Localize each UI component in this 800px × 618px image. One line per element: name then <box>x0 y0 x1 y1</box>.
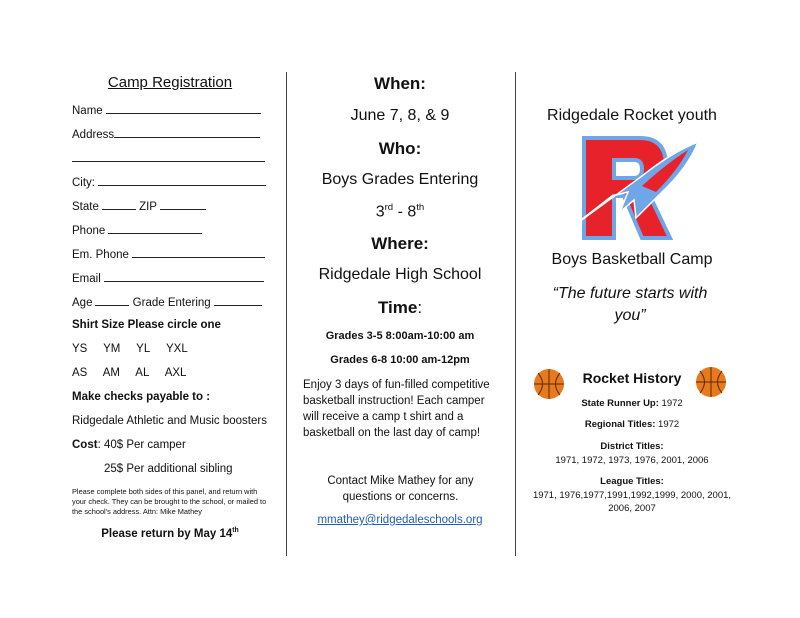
grade-from: 3 <box>375 203 385 221</box>
sibling-cost: 25$ Per additional sibling <box>104 463 233 475</box>
regional-label: Regional Titles: <box>584 419 656 430</box>
state-value: 1972 <box>658 398 683 409</box>
address-line-2[interactable] <box>72 151 265 165</box>
cover-title: Ridgedale Rocket youth <box>547 107 717 124</box>
grade-from-sup: rd <box>384 202 394 213</box>
cost-label: Cost <box>72 439 98 451</box>
registration-title: Camp Registration <box>107 74 233 91</box>
rocket-logo <box>562 134 702 242</box>
when-value: June 7, 8, & 9 <box>350 107 450 124</box>
zip-label: ZIP <box>139 201 157 213</box>
regional-value: 1972 <box>655 419 680 430</box>
email-link[interactable]: mmathey@ridgedaleschools.org <box>317 514 483 526</box>
age-grade-field[interactable] <box>72 295 262 309</box>
time-heading <box>292 298 508 318</box>
regional-titles <box>522 419 742 430</box>
phone-label: Phone <box>72 225 106 237</box>
description: Enjoy 3 days of fun-filled competitive basketball instruction! Each camper will receive a camp t shirt and a basketball on the last day of camp! <box>303 379 490 439</box>
return-by-text: Please return by May 14 <box>101 527 233 540</box>
return-by <box>60 527 280 540</box>
who-heading: Who: <box>378 139 422 158</box>
cover-subtitle: Boys Basketball Camp <box>551 251 713 268</box>
size-option[interactable]: AM <box>102 367 120 379</box>
address-label: Address <box>72 129 115 141</box>
name-label: Name <box>72 105 103 117</box>
where-heading: Where: <box>371 234 429 253</box>
grade-to: - 8 <box>393 203 417 221</box>
checks-heading: Make checks payable to : <box>72 391 211 403</box>
league-value: 1971, 1976,1977,1991,1992,1999, 2000, 2001, 2006, 2007 <box>532 490 732 514</box>
state-label: State <box>72 201 99 213</box>
grade-range <box>292 202 508 221</box>
when-heading: When: <box>374 74 426 93</box>
size-option[interactable]: YL <box>136 343 151 355</box>
return-by-sup: th <box>232 527 239 534</box>
age-label: Age <box>72 297 93 309</box>
email-label: Email <box>72 273 101 285</box>
state-label: State Runner Up: <box>581 398 659 409</box>
phone-field[interactable] <box>72 223 202 237</box>
note: Please complete both sides of this panel, and return with your check. They can be brought to the school, or mailed to the school's address. Attn: Mike Mathey <box>72 487 267 516</box>
adult-sizes <box>72 367 186 379</box>
size-option[interactable]: YM <box>103 343 121 355</box>
em-phone-field[interactable] <box>72 247 265 261</box>
who-value: Boys Grades Entering <box>321 171 479 188</box>
time-colon: : <box>417 298 423 317</box>
cost <box>72 439 186 451</box>
size-option[interactable]: AS <box>72 367 88 379</box>
cost-value: : 40$ Per camper <box>97 439 186 451</box>
state-runner-up <box>522 398 742 409</box>
email-field[interactable] <box>72 271 264 285</box>
contact: Contact Mike Mathey for any questions or concerns. <box>327 475 474 503</box>
size-option[interactable]: YXL <box>166 343 188 355</box>
shirt-heading: Shirt Size Please circle one <box>72 319 221 331</box>
size-option[interactable]: AXL <box>164 367 187 379</box>
city-field[interactable] <box>72 175 266 189</box>
size-option[interactable]: AL <box>135 367 150 379</box>
em-phone-label: Em. Phone <box>72 249 129 261</box>
history-heading: Rocket History <box>582 370 682 386</box>
time-heading-text: Time <box>377 298 418 317</box>
district-value: 1971, 1972, 1973, 1976, 2001, 2006 <box>555 455 709 466</box>
where-value: Ridgedale High School <box>318 266 482 283</box>
address-field[interactable] <box>72 127 260 141</box>
time-slot: Grades 3-5 8:00am-10:00 am <box>325 330 475 342</box>
city-label: City: <box>72 177 95 189</box>
name-field[interactable] <box>72 103 261 117</box>
divider-left <box>286 72 287 556</box>
size-option[interactable]: YS <box>72 343 88 355</box>
grade-to-sup: th <box>416 202 425 213</box>
youth-sizes <box>72 343 188 355</box>
payee: Ridgedale Athletic and Music boosters <box>72 415 267 427</box>
league-label: League Titles: <box>600 476 664 487</box>
state-zip-field[interactable] <box>72 199 206 213</box>
divider-right <box>515 72 516 556</box>
slogan: “The future starts with you” <box>552 285 708 324</box>
district-label: District Titles: <box>600 441 664 452</box>
time-slot: Grades 6-8 10:00 am-12pm <box>330 354 470 366</box>
email-link-wrap <box>292 514 508 526</box>
grade-label: Grade Entering <box>132 297 211 309</box>
